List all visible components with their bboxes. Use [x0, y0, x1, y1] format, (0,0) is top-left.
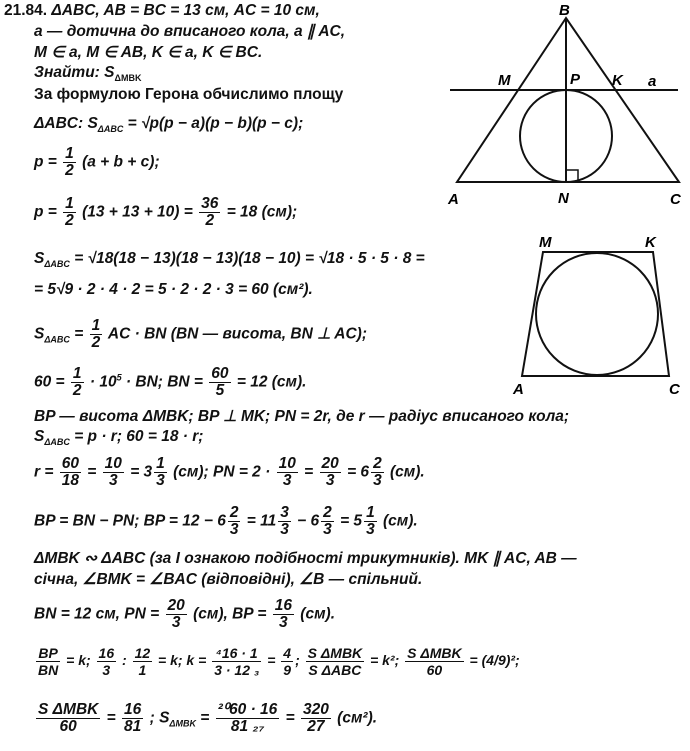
- label-p: P: [570, 71, 581, 88]
- l15-frac2: $\frac{16}{3}$: [98, 645, 115, 678]
- l3-rest: = 18 (см);: [226, 203, 298, 221]
- label-a: A: [448, 191, 459, 208]
- l1-rest: = √p(p − a)(p − b)(p − c);: [127, 115, 304, 132]
- label-m2: M: [539, 234, 552, 251]
- label-n: N: [558, 190, 569, 207]
- l15-frac5: $\frac{4}{9}$: [283, 645, 292, 678]
- l6-rest: AC · BN (BN — висота, BN ⊥ AC);: [107, 325, 368, 343]
- l14-frac1: $\frac{20}{3}$: [167, 597, 185, 631]
- find-value: S: [104, 64, 115, 81]
- label-m: M: [498, 72, 511, 89]
- l10-frac2: $\frac{10}{3}$: [104, 455, 122, 489]
- problem-given-1: [4, 2, 320, 20]
- find-sub: ΔMBK: [114, 73, 142, 84]
- find-label: Знайти:: [34, 64, 100, 81]
- heron-intro: За формулою Герона обчислимо площу: [34, 86, 344, 103]
- l16-frac1: $\frac{\text{S ΔMBK}}{60}$: [38, 701, 99, 735]
- figure-trapezoid: [505, 228, 690, 403]
- l15-frac7: $\frac{\text{S ΔMBK}}{60}$: [407, 645, 462, 678]
- l3-mid: (13 + 13 + 10) =: [82, 203, 193, 221]
- line-r-pn: r = $\frac{60}{18}$ = $\frac{10}{3}$ = 3 $\frac{1}{3}$ (см); PN = 2 · $\frac{10}{3}$ = $\frac{20}{3}$ = 6 $\frac{2}{3}$ (см).: [34, 455, 425, 489]
- l15-frac3: $\frac{12}{1}$: [134, 645, 151, 678]
- l1-text: ΔABC: S: [34, 115, 98, 132]
- label-k2: K: [645, 234, 656, 251]
- find-line: [34, 64, 141, 83]
- line-lengths: BN = 12 см, PN = $\frac{20}{3}$ (см), BP = $\frac{16}{3}$ (см).: [34, 597, 336, 631]
- line-bp-value: BP = BN − PN; BP = 12 − 6 $\frac{2}{3}$ = 11 $\frac{3}{3}$ − 6 $\frac{2}{3}$ = 5 $\frac{1}{3}$ (см).: [34, 504, 418, 538]
- l7-frac2: $\frac{60}{5}$: [211, 365, 229, 399]
- label-b: B: [559, 2, 570, 19]
- l14-frac2: $\frac{16}{3}$: [274, 597, 292, 631]
- l3-frac2: $\frac{36}{2}$: [201, 195, 219, 229]
- l9-s: S: [34, 428, 45, 445]
- l10-frac4: $\frac{10}{3}$: [278, 455, 296, 489]
- l10-frac6: $\frac{2}{3}$: [373, 455, 382, 489]
- l6-s: S: [34, 325, 45, 343]
- line-p-value: [34, 196, 297, 229]
- l16-frac2: $\frac{16}{81}$: [124, 701, 142, 735]
- l10-frac3: $\frac{1}{3}$: [156, 455, 165, 489]
- l6-frac: $\frac{1}{2}$: [91, 317, 101, 351]
- l11-frac1: $\frac{2}{3}$: [229, 504, 239, 538]
- figure-triangle: [440, 0, 690, 215]
- line-p-formula: [34, 146, 160, 179]
- l7-c: · BN; BN =: [125, 373, 203, 391]
- l9-sub: ΔABC: [44, 437, 70, 448]
- line-s-height: $S_{\Delta ABC}$ = $\frac{1}{2}$ AC · BN (BN — висота, BN ⊥ AC);: [34, 317, 368, 351]
- given-line-3: M ∈ a, M ∈ AB, K ∈ a, K ∈ BC.: [34, 44, 263, 61]
- l7-sup: 5: [116, 372, 122, 383]
- label-c2: C: [669, 381, 680, 398]
- line-s-pr: [34, 428, 203, 447]
- line-heron: [34, 115, 303, 134]
- line-similarity: ΔMBK ∾ ΔABC (за I ознакою подібності трикутників). MK ∥ AC, AB —: [34, 550, 577, 567]
- l3-frac1: $\frac{1}{2}$: [65, 195, 74, 229]
- l7-a: 60 =: [34, 373, 65, 391]
- l11-frac4: $\frac{1}{3}$: [366, 504, 375, 538]
- l4-s: S: [34, 250, 45, 267]
- trapezoid-inscribed-circle: [536, 253, 658, 375]
- l2-frac: $\frac{1}{2}$: [65, 145, 74, 179]
- label-k: K: [612, 72, 623, 89]
- l1-sub: ΔABC: [97, 124, 124, 135]
- label-a-line: a: [648, 73, 657, 90]
- l2-rest: (a + b + c);: [82, 153, 160, 171]
- problem-number: 21.84.: [4, 2, 48, 19]
- line-secant: січна, ∠BMK = ∠BAC (відповідні), ∠B — спільний.: [34, 571, 423, 588]
- l7-rest: = 12 (см).: [236, 373, 307, 391]
- label-a2: A: [513, 381, 524, 398]
- line-s-result: = 5√9 · 2 · 4 · 2 = 5 · 2 · 2 · 3 = 60 (см²).: [34, 281, 313, 298]
- l3-p: p =: [34, 203, 57, 221]
- given-line-2: a — дотична до вписаного кола, a ∥ AC,: [34, 23, 346, 40]
- line-bp-height: BP — висота ΔMBK; BP ⊥ MK; PN = 2r, де r — радіус вписаного кола;: [34, 408, 570, 425]
- l4-sub: ΔABC: [44, 259, 70, 270]
- l15-frac6: $\frac{\text{S ΔMBK}}{\text{S ΔABC}}$: [307, 645, 363, 678]
- label-c: C: [670, 191, 681, 208]
- line-area-mbk: $\frac{\text{S ΔMBK}}{60}$ = $\frac{16}{81}$ ; $S_{\Delta MBK}$ = $\frac{\text{²⁰60 · 16}}{\text{81 ₂₇}}$ = $\frac{320}{27}$ (см²).: [38, 701, 378, 735]
- line-s-heron-num: [34, 250, 425, 269]
- l9-rest: = p · r; 60 = 18 · r;: [74, 428, 204, 445]
- l4-rest: = √18(18 − 13)(18 − 13)(18 − 10) = √18 · 5 · 5 · 8 =: [74, 250, 425, 267]
- l7-b: · 10: [89, 373, 117, 391]
- l2-p: p =: [34, 153, 57, 171]
- l16-frac3: $\frac{\text{²⁰60 · 16}}{\text{81 ₂₇}}$: [217, 701, 278, 735]
- line-ratio-k: $\frac{BP}{BN}$ = k; $\frac{16}{3}$ : $\frac{12}{1}$ = k; k = $\frac{\text{⁴16 · 1}}{\text{3 · 12 ₃}}$ = $\frac{4}{9}$ ; $\frac{\text{S ΔMBK}}{\text{S ΔABC}}$ = k²; $\frac{\text{S ΔMBK}}{60}$ = (4/9)²;: [38, 645, 520, 678]
- l6-sub: ΔABC: [44, 334, 70, 345]
- l11-frac3: $\frac{2}{3}$: [323, 504, 332, 538]
- trapezoid-amkc: [522, 252, 669, 376]
- l10-frac1: $\frac{60}{18}$: [61, 455, 79, 489]
- l11-frac2: $\frac{3}{3}$: [280, 504, 289, 538]
- l7-frac1: $\frac{1}{2}$: [72, 365, 82, 399]
- l15-frac4: $\frac{\text{⁴16 · 1}}{\text{3 · 12 ₃}}$: [214, 645, 260, 678]
- l16-frac4: $\frac{320}{27}$: [302, 701, 329, 735]
- l15-frac1: $\frac{BP}{BN}$: [38, 645, 59, 678]
- given-line-1: ΔABC, AB = BC = 13 см, AC = 10 см,: [51, 2, 320, 19]
- triangle-abc: [457, 18, 679, 182]
- l10-frac5: $\frac{20}{3}$: [321, 455, 339, 489]
- line-bn: [34, 366, 306, 399]
